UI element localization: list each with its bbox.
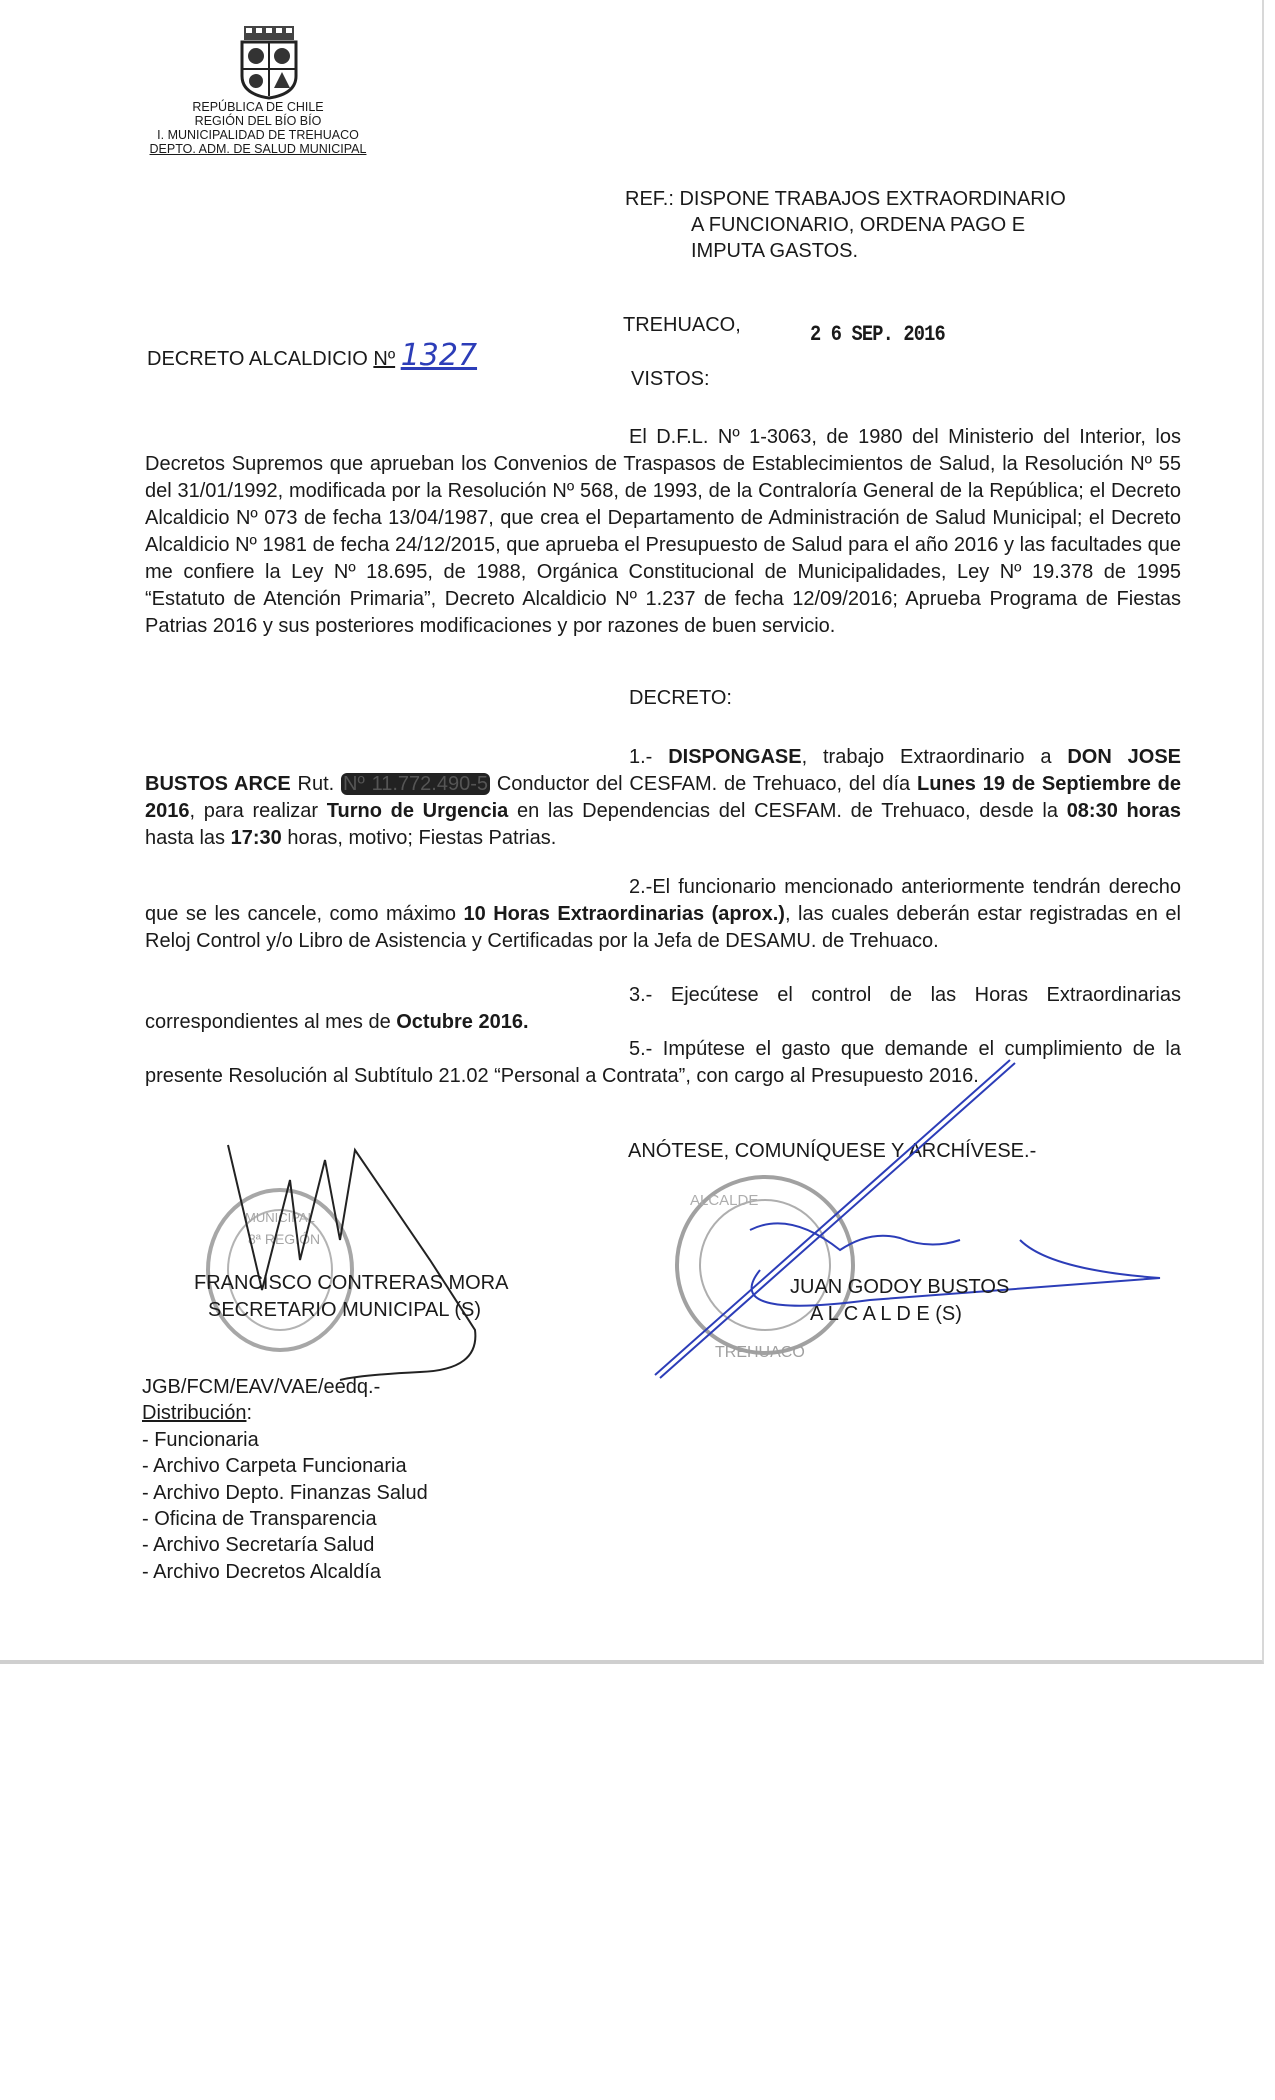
distribution-block xyxy=(142,1374,428,1585)
text: 3.- Ejecútese el control de las Horas Extraordinarias correspondientes al mes de xyxy=(145,984,1181,1033)
initials: JGB/FCM/EAV/VAE/eedq.- xyxy=(142,1376,381,1398)
mayor-title: A L C A L D E (S) xyxy=(810,1303,962,1325)
date-stamp: 2 6 SEP. 2016 xyxy=(810,322,945,347)
municipal-crest-icon xyxy=(238,24,300,100)
distribution-item: - Oficina de Transparencia xyxy=(142,1508,377,1531)
distribution-item: - Archivo Carpeta Funcionaria xyxy=(142,1455,407,1478)
right-stamp xyxy=(677,1177,853,1361)
text: DISPONGASE xyxy=(668,746,802,768)
distribution-heading: Distribución: xyxy=(142,1402,253,1425)
decree-item-2 xyxy=(145,874,1181,955)
text: en las Dependencias del CESFAM. de Trehuaco, desde la xyxy=(508,800,1067,822)
redacted-rut: Nº 11.772.490-5 xyxy=(343,773,489,795)
secretary-title: SECRETARIO MUNICIPAL (S) xyxy=(208,1299,481,1321)
employee-name: DON JOSE BUSTOS ARCE xyxy=(145,746,1182,795)
end-time: 17:30 xyxy=(230,827,282,849)
decree-number-handwritten: 1327 xyxy=(400,338,478,373)
vistos-paragraph: El D.F.L. Nº 1-3063, de 1980 del Ministerio del Interior, los Decretos Supremos que aprueban los Convenios de Traspasos de Establecimientos de Salud, la Resolución Nº 55 del 31/01/1992, modificada por la Resolución Nº 568, de 1993, de la Contraloría General de la República; el Decreto Alcaldicio Nº 073 de fecha 13/04/1987, que crea el Departamento de Administración de Salud Municipal; el Decreto Alcaldicio Nº 1981 de fecha 24/12/2015, que aprueba el Presupuesto de Salud para el año 2016 y las facultades que me confiere la Ley Nº 18.695, de 1988, Orgánica Constitucional de Municipalidades, Ley Nº 19.378 de 1995 “Estatuto de Atención Primaria”, Decreto Alcaldicio Nº 1.237 de fecha 12/09/2016; Aprueba Programa de Fiestas Patrias 2016 y sus posteriores modificaciones y por razones de buen servicio. xyxy=(145,426,1181,637)
secretary-signature xyxy=(228,1145,475,1380)
distribution-item: - Funcionaria xyxy=(142,1428,259,1451)
ref-label: REF.: xyxy=(625,188,674,210)
secretary-name: FRANCISCO CONTRERAS MORA xyxy=(194,1272,509,1294)
month: Octubre 2016. xyxy=(396,1011,529,1033)
work-date: Lunes 19 de Septiembre de 2016 xyxy=(145,773,1181,822)
mayor-signature xyxy=(655,1060,1160,1378)
decree-label: DECRETO ALCALDICIO xyxy=(147,348,368,370)
text: , trabajo Extraordinario a xyxy=(801,746,1068,768)
text: hasta las xyxy=(145,827,231,849)
ref-line: DISPONE TRABAJOS EXTRAORDINARIO xyxy=(679,188,1066,210)
distribution-item: - Archivo Secretaría Salud xyxy=(142,1534,375,1557)
text: 2.-El funcionario mencionado anteriormente tendrán derecho que se les cancele, como máximo xyxy=(145,876,1181,925)
hours: 10 Horas Extraordinarias (aprox.) xyxy=(463,903,785,925)
start-time: 08:30 horas xyxy=(1066,800,1182,822)
decree-item-3 xyxy=(145,982,1181,1036)
ref-line: A FUNCIONARIO, ORDENA PAGO E xyxy=(691,214,1026,236)
vistos-heading: VISTOS: xyxy=(631,368,710,390)
letterhead-line: REGIÓN DEL BÍO BÍO xyxy=(194,114,322,128)
reference-block xyxy=(625,186,1066,264)
text: 1.- xyxy=(629,746,669,768)
decreto-heading: DECRETO: xyxy=(629,687,732,709)
stamp-text: 8ª REGIÓN xyxy=(248,1231,321,1247)
letterhead-line: I. MUNICIPALIDAD DE TREHUACO xyxy=(157,128,359,142)
decree-title xyxy=(147,338,477,373)
decree-number-prefix: Nº xyxy=(373,348,396,370)
text: , para realizar xyxy=(189,800,327,822)
text: Conductor del CESFAM. de Trehuaco, del día xyxy=(490,773,917,795)
text: Rut. xyxy=(290,773,342,795)
decree-item-1 xyxy=(145,744,1181,852)
closing-formula: ANÓTESE, COMUNÍQUESE Y ARCHÍVESE.- xyxy=(628,1140,1037,1162)
text: horas, motivo; Fiestas Patrias. xyxy=(281,827,557,849)
stamp-text: TREHUACO xyxy=(715,1344,805,1361)
letterhead-line: REPÚBLICA DE CHILE xyxy=(192,100,324,114)
mayor-name: JUAN GODOY BUSTOS xyxy=(790,1276,1010,1298)
text: , las cuales deberán estar registradas en el Reloj Control y/o Libro de Asistencia y Certificadas por la Jefa de DESAMU. de Trehuaco. xyxy=(145,903,1181,952)
distribution-item: - Archivo Depto. Finanzas Salud xyxy=(142,1481,428,1504)
place: TREHUACO, xyxy=(623,314,741,336)
ref-line: IMPUTA GASTOS. xyxy=(691,240,859,262)
stamp-text: MUNICIPAL xyxy=(245,1210,315,1225)
distribution-label: Distribución xyxy=(142,1402,247,1425)
decree-item-5: 5.- Impútese el gasto que demande el cumplimiento de la presente Resolución al Subtítulo 21.02 “Personal a Contrata”, con cargo al Presupuesto 2016. xyxy=(145,1038,1181,1087)
text: Turno de Urgencia xyxy=(326,800,509,822)
letterhead xyxy=(140,100,376,156)
letterhead-line: DEPTO. ADM. DE SALUD MUNICIPAL xyxy=(149,142,367,156)
stamp-text: ALCALDE xyxy=(690,1192,759,1209)
distribution-item: - Archivo Decretos Alcaldía xyxy=(142,1560,381,1583)
